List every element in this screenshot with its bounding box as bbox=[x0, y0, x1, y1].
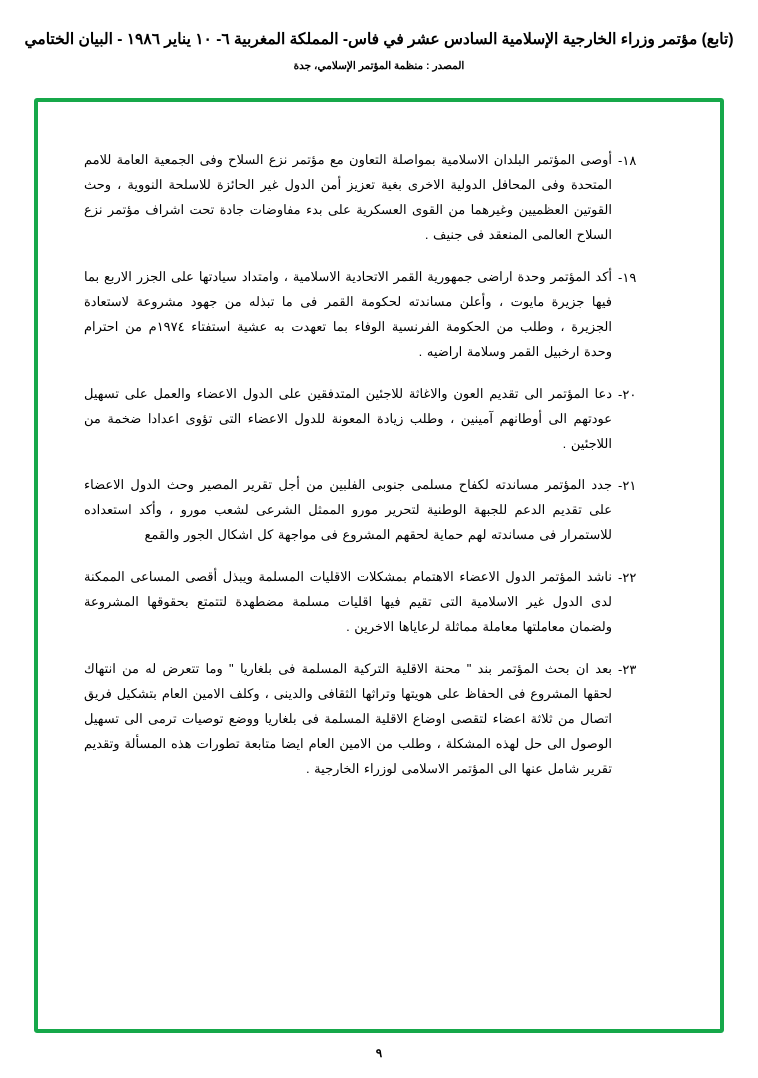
paragraph-text: بعد ان بحث المؤتمر بند " محنة الاقلية التركية المسلمة فى بلغاريا " وما تتعرض له من انتهاك لحقها المشروع فى الحفاظ على هويتها وتراثها الثقافى والدينى ، وكلف الامين العام بتشكيل فريق اتصال من ثلاثة اعضاء لتقصى اوضاع الاقلية المسلمة فى بلغاريا ووضع توصيات ترمى الى تسهيل الوصول الى حل لهذه المشكلة ، وطلب من الامين العام ايضا متابعة تطورات هذه المسألة وتقديم تقرير شامل عنها الى المؤتمر الاسلامى لوزراء الخارجية . bbox=[84, 661, 612, 777]
paragraph-text: أوصى المؤتمر البلدان الاسلامية بمواصلة التعاون مع مؤتمر نزع السلاح وفى الجمعية العامة للامم المتحدة وفى المحافل الدولية الاخرى بغية تعزيز أمن الدول غير الحائزة للاسلحة النووية ، وحث القوتين العظميين وغيرهما من القوى العسكرية على بدء مفاوضات جادة تحت اشراف مؤتمر نزع السلاح العالمى المنعقد فى جنيف . bbox=[84, 152, 612, 242]
header-source: المصدر : منظمة المؤتمر الإسلامي، جدة bbox=[293, 60, 465, 73]
paragraph-text: دعا المؤتمر الى تقديم العون والاغاثة للاجئين المتدفقين على الدول الاعضاء والعمل على تسهيل عودتهم الى أوطانهم آمينين ، وطلب زيادة المعونة للدول الاعضاء التى تؤوى اعدادا ضخمة من اللاجئين . bbox=[84, 385, 612, 451]
paragraph-text: أكد المؤتمر وحدة اراضى جمهورية القمر الاتحادية الاسلامية ، وامتداد سيادتها على الجزر الاربع بما فيها جزيرة مايوت ، وأعلن مساندته لحكومة القمر فى ما تبذله من جهود مشروعة لاستعادة الجزيرة ، وطلب من الحكومة الفرنسية الوفاء بما تعهدت به عشية استفتاء ١٩٧٤م من احترام وحدة ارخبيل القمر وسلامة اراضيه . bbox=[84, 268, 612, 359]
paragraph-number: ١٨- bbox=[618, 153, 637, 168]
paragraph-number: ٢١- bbox=[618, 478, 637, 494]
paragraph-number: ٢٢- bbox=[618, 570, 637, 586]
paragraph-list bbox=[84, 148, 660, 799]
document-header bbox=[0, 28, 758, 72]
paragraph-number: ٢٣- bbox=[618, 662, 637, 678]
paragraph-item bbox=[84, 657, 660, 782]
header-title: (تابع) مؤتمر وزراء الخارجية الإسلامية السادس عشر في فاس- المملكة المغربية ٦- ١٠ يناير ١٩٨٦ - البيان الختامي bbox=[24, 31, 734, 48]
paragraph-item bbox=[84, 265, 660, 365]
paragraph-item bbox=[84, 382, 660, 457]
paragraph-item bbox=[84, 565, 660, 640]
paragraph-item bbox=[84, 473, 660, 548]
page-number: ٩ bbox=[375, 1046, 383, 1060]
paragraph-text: ناشد المؤتمر الدول الاعضاء الاهتمام بمشكلات الاقليات المسلمة ويبذل أقصى المساعى الممكنة لدى الدول غير الاسلامية التى تقيم فيها اقليات مسلمة مضطهدة لتتمتع بحقوقها المشروعة ولضمان معاملتها معاملة مماثلة لرعاياها الاخرين . bbox=[84, 569, 612, 635]
content-frame bbox=[34, 98, 724, 1033]
paragraph-text: جدد المؤتمر مساندته لكفاح مسلمى جنوبى الفلبين من أجل تقرير المصير وحث الدول الاعضاء على تقديم الدعم للجبهة الوطنية لتحرير مورو الممثل الشرعى لشعب مورو ، وأكد استعداده للاستمرار فى مساندته لهم حماية لحقهم المشروع فى مواجهة كل اشكال الجور والقمع bbox=[84, 477, 612, 543]
paragraph-item bbox=[84, 148, 660, 248]
paragraph-number: ٢٠- bbox=[618, 386, 637, 402]
paragraph-number: ١٩- bbox=[618, 269, 637, 285]
